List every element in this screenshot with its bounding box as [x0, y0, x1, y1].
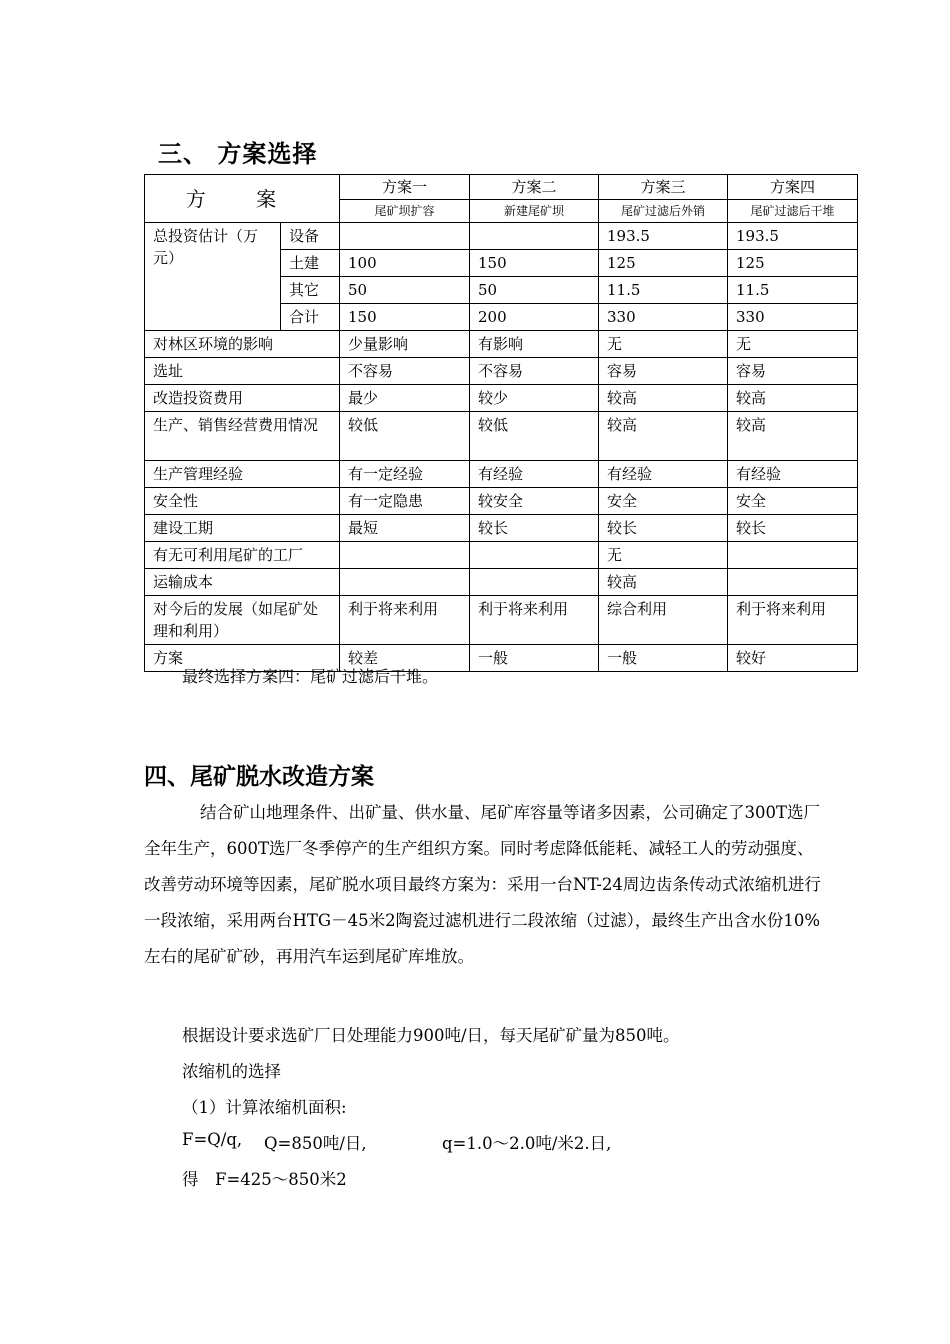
table-cell: 125: [599, 250, 728, 277]
table-cell: 较高: [728, 412, 858, 461]
row-sublabel: 设备: [281, 223, 340, 250]
table-cell: 最少: [340, 385, 470, 412]
section-4-paragraph: [144, 795, 824, 975]
table-row: [145, 515, 858, 542]
table-row: [145, 596, 858, 645]
scheme-name: 方案一: [340, 175, 470, 200]
row-label: 建设工期: [145, 515, 340, 542]
table-cell: 较低: [470, 412, 599, 461]
table-cell: 330: [728, 304, 858, 331]
scheme-name: 方案三: [599, 175, 728, 200]
table-cell: 100: [340, 250, 470, 277]
table-cell: 较高: [728, 385, 858, 412]
table-cell: 最短: [340, 515, 470, 542]
row-label: 对今后的发展（如尾矿处理和利用）: [145, 596, 340, 645]
table-cell: 利于将来利用: [728, 596, 858, 645]
table-cell: 较低: [340, 412, 470, 461]
section-3-title: 三、 方案选择: [158, 140, 318, 168]
table-cell: 较高: [599, 412, 728, 461]
scheme-comparison-table: [144, 174, 858, 672]
table-cell: 较长: [599, 515, 728, 542]
table-cell: 较差: [340, 645, 470, 672]
table-cell: [340, 223, 470, 250]
row-label: 对林区环境的影响: [145, 331, 340, 358]
table-cell: 不容易: [340, 358, 470, 385]
formula-f: F=Q/q,: [182, 1130, 243, 1149]
table-cell: 11.5: [728, 277, 858, 304]
row-label: 安全性: [145, 488, 340, 515]
table-cell: 较少: [470, 385, 599, 412]
table-cell: 不容易: [470, 358, 599, 385]
table-cell: 安全: [599, 488, 728, 515]
table-cell: 较高: [599, 569, 728, 596]
table-cell: 一般: [599, 645, 728, 672]
row-label: 方案: [145, 645, 340, 672]
table-cell: 193.5: [599, 223, 728, 250]
table-row: [145, 542, 858, 569]
row-label: 有无可利用尾矿的工厂: [145, 542, 340, 569]
table-cell: 综合利用: [599, 596, 728, 645]
row-sublabel: 土建: [281, 250, 340, 277]
table-cell: 较高: [599, 385, 728, 412]
table-row: [145, 461, 858, 488]
row-label: 改造投资费用: [145, 385, 340, 412]
table-cell: 无: [728, 331, 858, 358]
table-cell: [728, 542, 858, 569]
table-cell: 无: [599, 331, 728, 358]
table-cell: 容易: [728, 358, 858, 385]
table-cell: [470, 223, 599, 250]
row-sublabel: 合计: [281, 304, 340, 331]
section-4-title: 四、尾矿脱水改造方案: [144, 764, 374, 790]
final-choice-text: 最终选择方案四：尾矿过滤后干堆。: [182, 667, 439, 686]
table-cell: 较好: [728, 645, 858, 672]
table-row: [145, 331, 858, 358]
table-cell: 较长: [470, 515, 599, 542]
design-capacity-text: 根据设计要求选矿厂日处理能力900吨/日，每天尾矿矿量为850吨。: [182, 1026, 680, 1045]
table-cell: [340, 542, 470, 569]
table-cell: [728, 569, 858, 596]
table-cell: 11.5: [599, 277, 728, 304]
table-cell: 容易: [599, 358, 728, 385]
table-cell: [340, 569, 470, 596]
table-row: [145, 569, 858, 596]
table-cell: 有影响: [470, 331, 599, 358]
row-label: 运输成本: [145, 569, 340, 596]
row-label: 生产、销售经营费用情况: [145, 412, 340, 461]
table-cell: 较安全: [470, 488, 599, 515]
scheme-name: 方案四: [728, 175, 858, 200]
table-row: [145, 385, 858, 412]
table-cell: 少量影响: [340, 331, 470, 358]
calc-heading: （1）计算浓缩机面积:: [182, 1098, 347, 1117]
table-cell: 200: [470, 304, 599, 331]
formula-q-capacity: Q=850吨/日,: [264, 1134, 367, 1153]
table-cell: 有一定经验: [340, 461, 470, 488]
scheme-desc: 新建尾矿坝: [470, 200, 599, 223]
table-cell: [470, 542, 599, 569]
thickener-heading: 浓缩机的选择: [182, 1062, 281, 1081]
table-cell: 无: [599, 542, 728, 569]
row-label: 生产管理经验: [145, 461, 340, 488]
formula-q-load: q=1.0～2.0吨/米2.日,: [442, 1134, 612, 1153]
scheme-name: 方案二: [470, 175, 599, 200]
corner-label: 方 案: [145, 175, 340, 223]
table-cell: 有经验: [728, 461, 858, 488]
table-row: [145, 412, 858, 461]
table-cell: 利于将来利用: [470, 596, 599, 645]
row-sublabel: 其它: [281, 277, 340, 304]
table-cell: [470, 569, 599, 596]
table-row: [145, 488, 858, 515]
paragraph-text: 结合矿山地理条件、出矿量、供水量、尾矿库容量等诸多因素，公司确定了300T选厂全年生产，600T选厂冬季停产的生产组织方案。同时考虑降低能耗、减轻工人的劳动强度、改善劳动环境等因素，尾矿脱水项目最终方案为：采用一台NT-24周边齿条传动式浓缩机进行一段浓缩，采用两台HTG－45米2陶瓷过滤机进行二段浓缩（过滤），最终生产出含水份10%左右的尾矿矿砂，再用汽车运到尾矿库堆放。: [144, 803, 821, 966]
table-row-scheme-names: [145, 175, 858, 200]
investment-label: 总投资估计（万元）: [145, 223, 281, 331]
table-cell: 有经验: [470, 461, 599, 488]
table-cell: 较长: [728, 515, 858, 542]
table-cell: 安全: [728, 488, 858, 515]
table-cell: 50: [470, 277, 599, 304]
table-row: [145, 223, 858, 250]
row-label: 选址: [145, 358, 340, 385]
table-cell: 50: [340, 277, 470, 304]
table-cell: 193.5: [728, 223, 858, 250]
table-cell: 330: [599, 304, 728, 331]
table-cell: 150: [470, 250, 599, 277]
table-cell: 125: [728, 250, 858, 277]
result-text: 得 F=425～850米2: [182, 1170, 347, 1189]
scheme-desc: 尾矿坝扩容: [340, 200, 470, 223]
scheme-desc: 尾矿过滤后干堆: [728, 200, 858, 223]
table-cell: 150: [340, 304, 470, 331]
table-cell: 利于将来利用: [340, 596, 470, 645]
scheme-desc: 尾矿过滤后外销: [599, 200, 728, 223]
table-cell: 有经验: [599, 461, 728, 488]
table-cell: 一般: [470, 645, 599, 672]
table-row: [145, 358, 858, 385]
table-cell: 有一定隐患: [340, 488, 470, 515]
